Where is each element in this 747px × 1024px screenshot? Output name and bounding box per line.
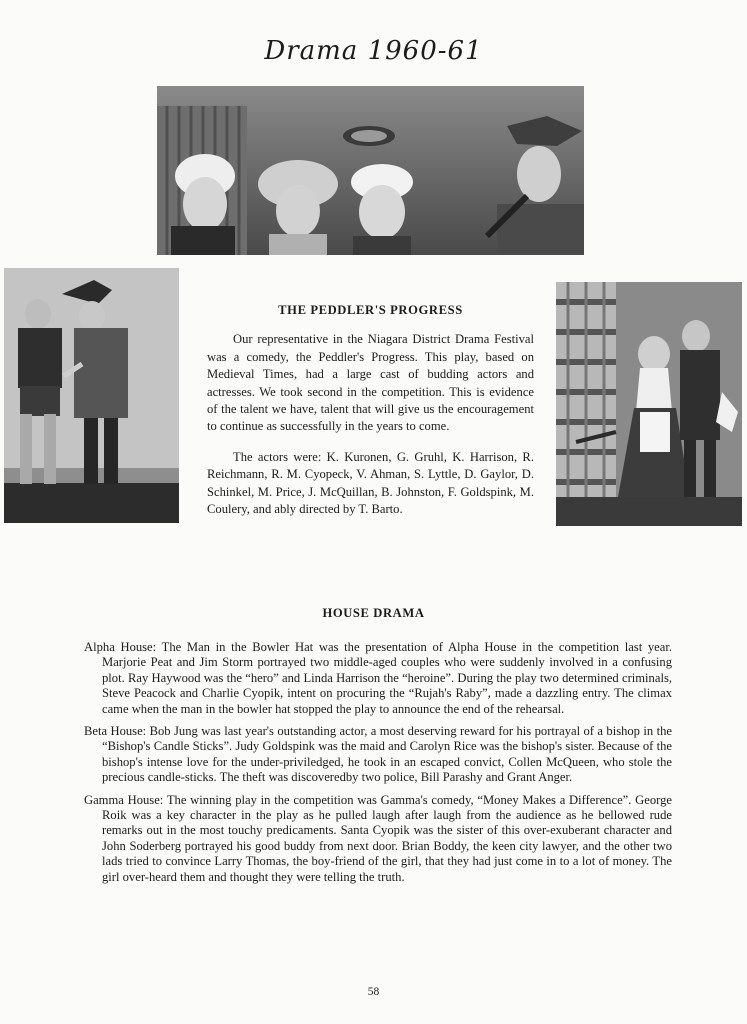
cast-photo-left: [4, 268, 179, 523]
cast-photo-top: [157, 86, 584, 255]
house-drama-section: [84, 640, 672, 892]
house-label: Gamma House:: [84, 792, 164, 807]
house-label: Beta House:: [84, 724, 147, 739]
house-drama-heading: HOUSE DRAMA: [322, 606, 425, 620]
house-entry-beta: [84, 724, 672, 786]
house-label: Alpha House:: [84, 640, 157, 654]
peddler-paragraph-2: The actors were: K. Kuronen, G. Gruhl, K. Harrison, R. Reichmann, R. M. Cyopeck, V. Ahman, S. Lyttle, D. Gaylor, D. Schinkel, M. Price, J. McQuillan, B. Johnston, F. Goldspink, M. Coulery, and ably directed by T. Barto.: [207, 449, 534, 517]
page-title: Drama 1960-61: [264, 36, 483, 66]
house-entry-alpha: [84, 640, 672, 717]
cast-photo-right: [556, 282, 742, 526]
house-entry-gamma: [84, 793, 672, 885]
peddler-article: [207, 302, 534, 531]
house-text: The winning play in the competition was Gamma's comedy, “Money Makes a Difference”. George Roik was a key character in the play as he pulled laugh after laugh from the audience as he bellowed rude remarks out in the most touchy predicaments. Santa Cyopik was the sister of this over-exuberant character and John Soderberg portrayed his good buddy from next door. Brian Boddy, the keen city lawyer, and the other two lads tried to convince Larry Thomas, the boy-friend of the girl, that they had just come in to a lot of money. The girl over-heard them and thought they were telling the truth.: [102, 792, 672, 884]
peddler-heading: THE PEDDLER'S PROGRESS: [278, 303, 463, 317]
peddler-paragraph-1: Our representative in the Niagara District Drama Festival was a comedy, the Peddler's Progress. This play, based on Medieval Times, had a large cast of budding actors and actresses. We took second in the competition. This is evidence of the talent we have, talent that will give us the encouragement to continue as successfully in the years to come.: [207, 332, 534, 434]
house-text: Bob Jung was last year's outstanding actor, a most deserving reward for his portrayal of a bishop in the “Bishop's Candle Sticks”. Judy Goldspink was the maid and Carolyn Rice was the bishop's sister. Because of the bishop's intense love for the under-priviledged, he took in an escaped convict, Collen McQueen, who stole the precious candle-sticks. The theft was discoveredby two police, Bill Parashy and Grant Anger.: [102, 724, 672, 785]
house-text: The Man in the Bowler Hat was the presentation of Alpha House in the competition last year. Marjorie Peat and Jim Storm portrayed two middle-aged couples who were suddenly involved in a confusing plot. Ray Haywood was the “hero” and Linda Harrison the “heroine”. During the play two determined criminals, Steve Peacock and Charlie Cyopik, intent on procuring the “Rujah's Raby”, made a dazzling entry. The climax came when the man in the bowler hat stopped the play to announce the end of the rehearsal.: [102, 640, 673, 716]
page-number: 58: [367, 986, 380, 998]
